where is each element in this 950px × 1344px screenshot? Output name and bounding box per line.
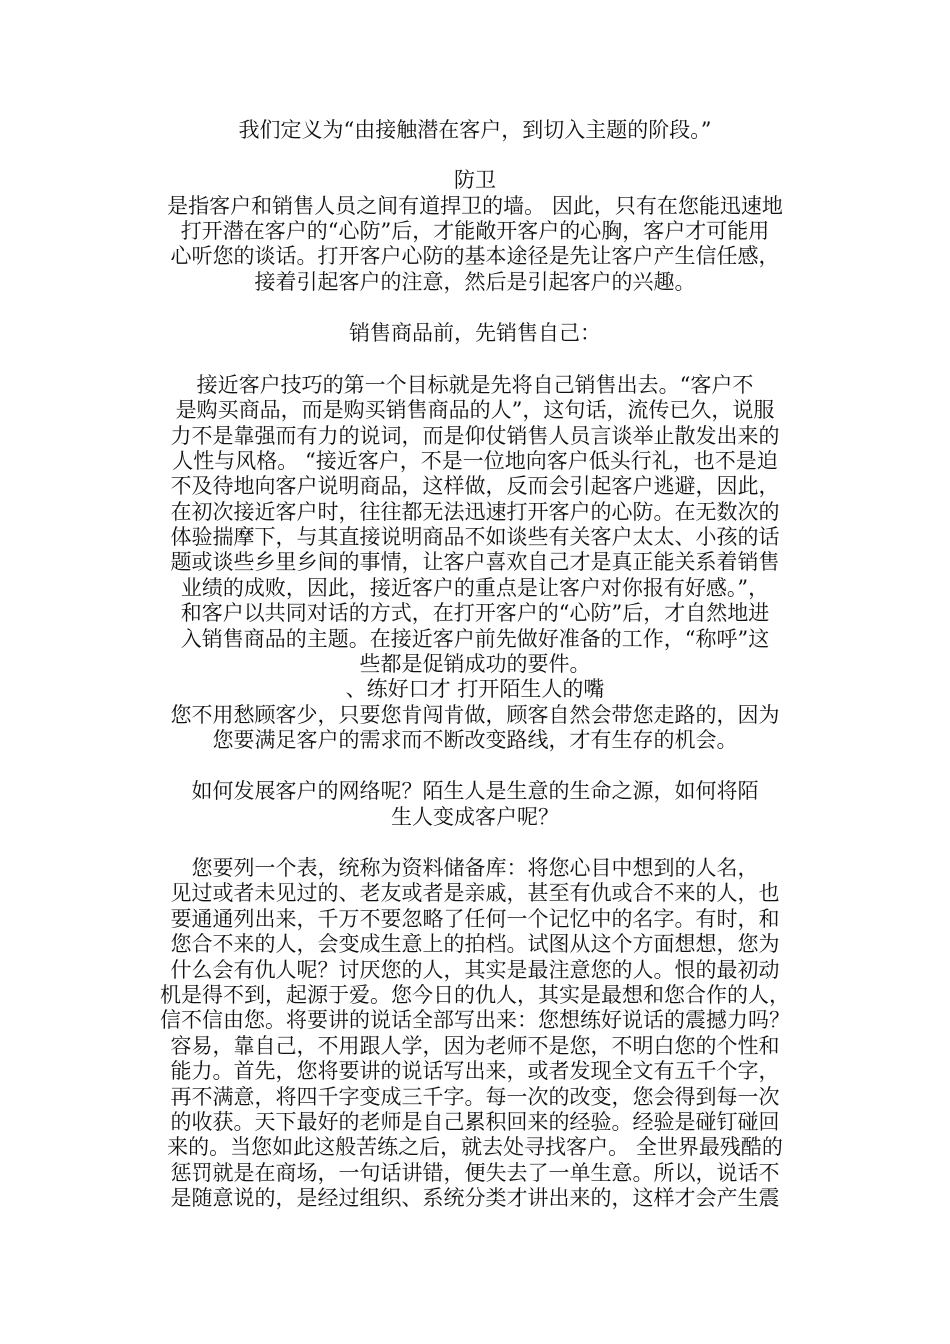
text-line: 信不信由您。将要讲的说话全部写出来：您想练好说话的震撼力吗？ [160, 1008, 790, 1032]
text-line: 如何发展客户的网络呢？陌生人是生意的生命之源，如何将陌 [191, 779, 759, 803]
text-line: 在初次接近客户时，往往都无法迅速打开客户的心防。在无数次的 [170, 500, 780, 524]
text-line: 您要列一个表，统称为资料储备库：将您心目中想到的人名， [191, 856, 759, 880]
text-line: 些都是促销成功的要件。 [359, 652, 591, 676]
text-line: 能力。首先，您将要讲的说话写出来，或者发现全文有五千个字， [170, 1059, 780, 1083]
text-line: 再不满意，将四千字变成三千字。每一次的改变，您会得到每一次 [170, 1085, 780, 1109]
text-line: 和客户以共同对话的方式，在打开客户的“心防”后，才自然地进 [180, 601, 770, 625]
text-line: 是购买商品，而是购买销售商品的人”，这句话，流传已久，说服 [175, 398, 775, 422]
text-line: 机是得不到，起源于爱。您今日的仇人，其实是最想和您合作的人， [160, 983, 790, 1007]
text-line: 题或谈些乡里乡间的事情，让客户喜欢自己才是真正能关系着销售 [170, 550, 780, 574]
text-line: 要通通列出来，千万不要忽略了任何一个记忆中的名字。有时，和 [170, 907, 780, 931]
text-line: 心听您的谈话。打开客户心防的基本途径是先让客户产生信任感， [170, 244, 780, 268]
section-heading: 销售商品前，先销售自己： [349, 321, 601, 345]
text-line: 人性与风格。 “接近客户，不是一位地向客户低头行礼，也不是迫 [172, 449, 778, 473]
section-heading: 防卫 [454, 168, 496, 192]
text-line: 生人变成客户呢？ [391, 805, 559, 829]
text-line: 接着引起客户的注意，然后是引起客户的兴趣。 [254, 270, 696, 294]
text-line: 不及待地向客户说明商品，这样做，反而会引起客户逃避，因此， [170, 474, 780, 498]
text-line: 您不用愁顾客少，只要您肯闯肯做，顾客自然会带您走路的，因为 [170, 703, 780, 727]
text-line: 是指客户和销售人员之间有道捍卫的墙。 因此，只有在您能迅速地 [167, 194, 783, 218]
text-line: 的收获。天下最好的老师是自己累积回来的经验。经验是碰钉碰回 [170, 1110, 780, 1134]
text-line: 什么会有仇人呢？讨厌您的人，其实是最注意您的人。恨的最初动 [170, 958, 780, 982]
text-line: 来的。当您如此这般苦练之后，就去处寻找客户。 全世界最残酷的 [167, 1135, 783, 1159]
text-line: 是随意说的，是经过组织、系统分类才讲出来的，这样才会产生震 [170, 1186, 780, 1210]
text-line: 见过或者未见过的、老友或者是亲戚，甚至有仇或合不来的人，也 [170, 881, 780, 905]
text-line: 您合不来的人，会变成生意上的拍档。试图从这个方面想想，您为 [170, 932, 780, 956]
text-line: 体验揣摩下，与其直接说明商品不如谈些有关客户太太、小孩的话 [170, 525, 780, 549]
text-line: 容易，靠自己，不用跟人学，因为老师不是您，不明白您的个性和 [170, 1034, 780, 1058]
text-line: 接近客户技巧的第一个目标就是先将自己销售出去。“客户不 [196, 373, 754, 397]
text-line: 您要满足客户的需求而不断改变路线，才有生存的机会。 [212, 728, 738, 752]
text-line: 业绩的成败，因此，接近客户的重点是让客户对你报有好感。”， [180, 576, 770, 600]
text-line: 我们定义为“由接触潜在客户，到切入主题的阶段。” [238, 118, 712, 142]
text-line: 力不是靠强而有力的说词，而是仰仗销售人员言谈举止散发出来的 [170, 424, 780, 448]
section-heading: 、练好口才 打开陌生人的嘴 [345, 677, 605, 701]
text-line: 入销售商品的主题。在接近客户前先做好准备的工作，“称呼”这 [180, 627, 770, 651]
text-line: 打开潜在客户的“心防”后，才能敞开客户的心胸，客户才可能用 [180, 219, 770, 243]
text-line: 惩罚就是在商场，一句话讲错，便失去了一单生意。所以，说话不 [170, 1161, 780, 1185]
